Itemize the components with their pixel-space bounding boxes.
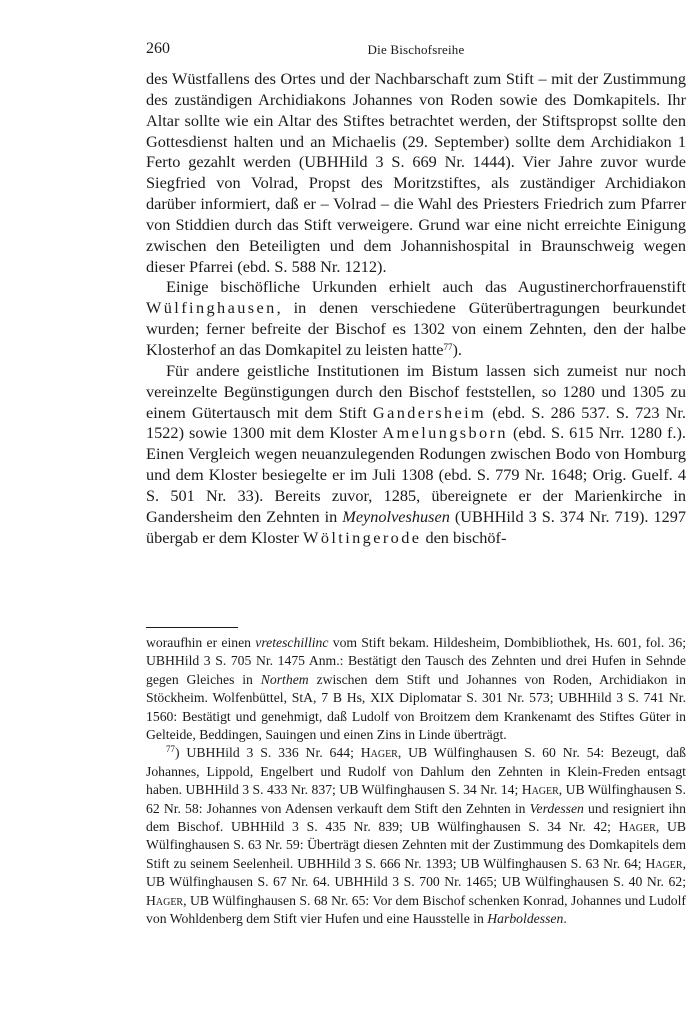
- text-span: ) UBHHild 3 S. 336 Nr. 644;: [175, 745, 361, 761]
- page-number: 260: [146, 40, 170, 57]
- text-span: und resigniert ihn dem Bischof. UBHHild 3 S. 435 Nr. 839; UB Wülfinghausen S. 34 Nr. 42;: [146, 800, 686, 835]
- text-span: (UBHHild 3 S. 374 Nr. 719). 1297 übergab er dem Kloster: [146, 506, 687, 547]
- text-span: (ebd. S. 615 Nrr. 1280 f.). Einen Vergleich wegen neuanzulegenden Rodungen zwischen Bodo von Homburg und dem Kloster besiegelte er im Juli 1308 (ebd. S. 779 Nr. 1648; Orig. Guelf. 4 S. 501 Nr. 33). Bereits zuvor, 1285, übereignete er der Marienkirche in Gandersheim den Zehnten in: [146, 423, 686, 526]
- author-name: Hager: [645, 855, 683, 871]
- author-name: Hager: [360, 745, 398, 761]
- text-span: , in denen verschiedene Güterübertragungen beurkundet wurden; ferner befreite der Bischof es 1302 von einem Zehnten, den der halbe Klosterhof an das Domkapitel zu leisten hatte: [146, 298, 686, 359]
- text-span: woraufhin er einen: [146, 635, 256, 650]
- text-span: Einige bischöfliche Urkunden erhielt auch das Augustinerchorfrauenstift: [166, 277, 686, 297]
- place-name-spaced: Amelungsborn: [382, 423, 508, 443]
- main-text: [146, 69, 686, 548]
- text-span: , UB Wülfinghausen S. 60 Nr. 54: Bezeugt, daß Johannes, Lippold, Engelbert und Rudolf von Dahlum den Zehnten in Klein-Freden entsagt haben. UBHHild 3 S. 433 Nr. 837; UB Wülfinghausen S. 34 Nr. 14;: [146, 745, 686, 798]
- footnote-separator: [146, 627, 238, 628]
- text-span: Für andere geistliche Institutionen im Bistum lassen sich zumeist nur noch vereinzelte Begünstigungen durch den Bischof feststellen, so 1280 und 1305 zu einem Gütertausch mit dem Stift: [146, 360, 686, 422]
- running-title: Die Bischofsreihe: [367, 42, 465, 57]
- footnotes: [146, 634, 686, 929]
- text-span: ).: [452, 339, 462, 359]
- text-span: , UB Wülfinghausen S. 63 Nr. 59: Überträgt diesen Zehnten mit der Zustimmung des Domkapitels dem Stift zu seinem Seelenheil. UBHHild 3 S. 666 Nr. 1393; UB Wülfinghausen S. 63 Nr. 64;: [146, 819, 686, 871]
- paragraph-2: [146, 277, 686, 360]
- author-name: Hager: [521, 782, 559, 798]
- place-name-spaced: Wöltingerode: [303, 527, 422, 547]
- footnote-77: [146, 744, 686, 928]
- text-span: (ebd. S. 286 537. S. 723 Nr. 1522) sowie 1300 mit dem Kloster: [146, 402, 686, 443]
- term-italic: vreteschillinc: [255, 635, 329, 650]
- page-header: [146, 40, 686, 62]
- text-span: , UB Wülfinghausen S. 68 Nr. 65: Vor dem Bischof schenken Konrad, Johannes und Ludolf von Wohldenberg dem Stift vier Hufen und eine Hausstelle in: [146, 892, 686, 927]
- footnote-marker: 77: [443, 341, 453, 352]
- paragraph-1: des Wüstfallens des Ortes und der Nachbarschaft zum Stift – mit der Zustimmung des zuständigen Archidiakons Johannes von Roden sowie des Domkapitels. Ihr Altar sollte wie ein Altar des Stiftes betrachtet werden, der Stiftspropst sollte den Gottesdienst halten und an Michaelis (29. September) sollte dem Archidiakon 1 Ferto gezahlt werden (UBHHild 3 S. 669 Nr. 1444). Vier Jahre zuvor wurde Siegfried von Volrad, Propst des Moritzstiftes, als zuständiger Archidiakon darüber informiert, daß er – Volrad – die Wahl des Priesters Friedrich zum Pfarrer von Stiddien durch das Stift verweigere. Grund war eine nicht erreichte Einigung zwischen den Beteiligten und dem Johannishospital in Braunschweig wegen dieser Pfarrei (ebd. S. 588 Nr. 1212).: [146, 69, 686, 276]
- place-name-italic: Verdessen: [529, 800, 584, 816]
- text-span: .: [563, 911, 567, 927]
- place-name-spaced: Gandersheim: [372, 402, 487, 422]
- text-span: vom Stift bekam. Hildesheim, Dombibliothek, Hs. 601, fol. 36; UBHHild 3 S. 705 Nr. 1475 Anm.: Bestätigt den Tausch des Zehnten und drei Hufen in Sehnde gegen Gleiches in: [146, 635, 686, 687]
- place-name-italic: Harboldessen: [487, 911, 564, 927]
- footnote-number: 77: [166, 744, 175, 755]
- author-name: Hager: [146, 892, 184, 908]
- text-span: den bischöf-: [421, 527, 507, 547]
- place-name-italic: Northem: [260, 671, 309, 687]
- paragraph-3: [146, 361, 686, 549]
- text-span: zwischen dem Stift und Johannes von Roden, Archidiakon in Stöckheim. Wolfenbüttel, StA, 7 B Hs, XIX Diplomatar S. 301 Nr. 573; UBHHild 3 S. 741 Nr. 1560: Bestätigt und genehmigt, daß Ludolf von Broitzem dem Krankenamt des Stiftes Güter in Gelteide, Beddingen, Sauingen und einen Zins in Linde überträgt.: [146, 671, 687, 743]
- text-span: , UB Wülfinghausen S. 62 Nr. 58: Johannes von Adensen verkauft dem Stift den Zehnten in: [146, 782, 686, 816]
- place-name-italic: Meynolveshusen: [342, 506, 450, 526]
- footnote-continuation: [146, 634, 686, 744]
- place-name-spaced: Wülfinghausen: [146, 298, 277, 318]
- author-name: Hager: [618, 819, 656, 835]
- text-span: , UB Wülfinghausen S. 67 Nr. 64. UBHHild 3 S. 700 Nr. 1465; UB Wülfinghausen S. 40 Nr. 62;: [146, 855, 686, 890]
